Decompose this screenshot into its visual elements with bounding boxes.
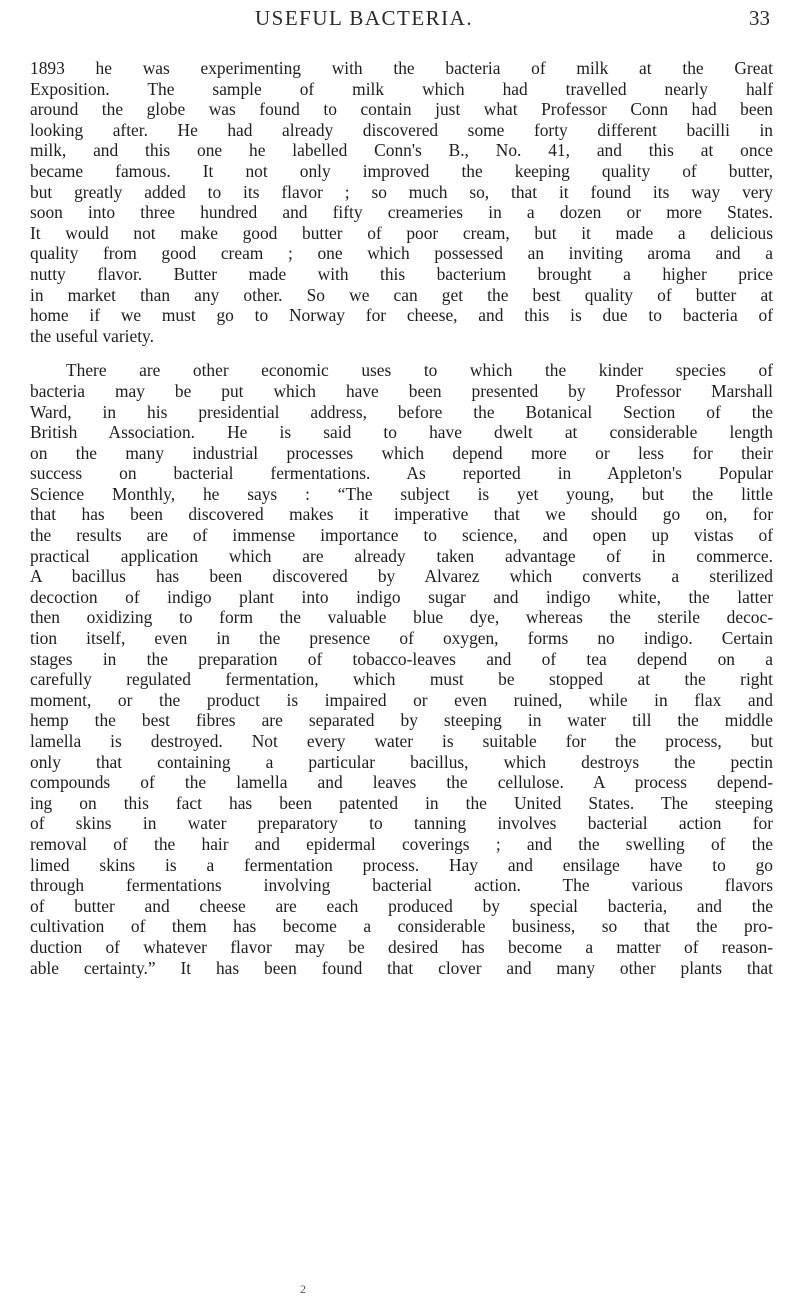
text-line: removal of the hair and epidermal coverings ; and the swelling of the [30, 833, 773, 854]
text-line: There are other economic uses to which the kinder species of [66, 360, 773, 381]
text-line: quality from good cream ; one which possessed an inviting aroma and a [30, 243, 773, 264]
text-line: bacteria may be put which have been presented by Professor Marshall [30, 380, 773, 401]
text-line: around the globe was found to contain just what Professor Conn had been [30, 99, 773, 120]
text-line: through fermentations involving bacterial action. The various flavors [30, 875, 773, 896]
text-line: practical application which are already taken advantage of in commerce. [30, 545, 773, 566]
paragraph-gap [30, 346, 773, 360]
text-line: A bacillus has been discovered by Alvarez which converts a sterilized [30, 566, 773, 587]
text-line: tion itself, even in the presence of oxygen, forms no indigo. Certain [30, 628, 773, 649]
text-line: then oxidizing to form the valuable blue dye, whereas the sterile decoc- [30, 607, 773, 628]
text-line: of butter and cheese are each produced by special bacteria, and the [30, 895, 773, 916]
text-line: milk, and this one he labelled Conn's B., No. 41, and this at once [30, 140, 773, 161]
text-line: looking after. He had already discovered some forty different bacilli in [30, 119, 773, 140]
text-line: the results are of immense importance to science, and open up vistas of [30, 525, 773, 546]
text-line: Science Monthly, he says : “The subject is yet young, but the little [30, 483, 773, 504]
text-line: able certainty.” It has been found that clover and many other plants that [30, 957, 773, 978]
paragraph-container [30, 58, 773, 978]
text-line: cultivation of them has become a considerable business, so that the pro- [30, 916, 773, 937]
text-line: Exposition. The sample of milk which had travelled nearly half [30, 78, 773, 99]
text-line: only that containing a particular bacillus, which destroys the pectin [30, 751, 773, 772]
text-line: 1893 he was experimenting with the bacteria of milk at the Great [30, 58, 773, 78]
text-line: success on bacterial fermentations. As reported in Appleton's Popular [30, 463, 773, 484]
text-line: but greatly added to its flavor ; so much so, that it found its way very [30, 181, 773, 202]
text-line: duction of whatever flavor may be desired has become a matter of reason- [30, 936, 773, 957]
text-line: Ward, in his presidential address, before the Botanical Section of the [30, 401, 773, 422]
text-line: of skins in water preparatory to tanning involves bacterial action for [30, 813, 773, 834]
text-line: nutty flavor. Butter made with this bacterium brought a higher price [30, 263, 773, 284]
text-line: carefully regulated fermentation, which must be stopped at the right [30, 669, 773, 690]
text-line: British Association. He is said to have dwelt at considerable length [30, 422, 773, 443]
text-line: that has been discovered makes it imperative that we should go on, for [30, 504, 773, 525]
text-line: decoction of indigo plant into indigo sugar and indigo white, the latter [30, 586, 773, 607]
text-line: on the many industrial processes which depend more or less for their [30, 442, 773, 463]
text-line: moment, or the product is impaired or even ruined, while in flax and [30, 689, 773, 710]
text-line: limed skins is a fermentation process. Hay and ensilage have to go [30, 854, 773, 875]
text-line: the useful variety. [30, 325, 154, 346]
text-line: stages in the preparation of tobacco-leaves and of tea depend on a [30, 648, 773, 669]
page-number: 33 [749, 6, 770, 30]
signature-mark: 2 [300, 1282, 306, 1296]
text-line: became famous. It not only improved the keeping quality of butter, [30, 160, 773, 181]
text-line: hemp the best fibres are separated by steeping in water till the middle [30, 710, 773, 731]
body-text [30, 58, 773, 978]
text-line: ing on this fact has been patented in the United States. The steeping [30, 792, 773, 813]
running-title: USEFUL BACTERIA. [255, 6, 474, 30]
text-line: in market than any other. So we can get the best quality of butter at [30, 284, 773, 305]
text-line: compounds of the lamella and leaves the cellulose. A process depend- [30, 772, 773, 793]
text-line: lamella is destroyed. Not every water is suitable for the process, but [30, 731, 773, 751]
text-line: soon into three hundred and fifty creameries in a dozen or more States. [30, 202, 773, 223]
text-line: home if we must go to Norway for cheese, and this is due to bacteria of [30, 305, 773, 326]
text-line: It would not make good butter of poor cream, but it made a delicious [30, 222, 773, 243]
